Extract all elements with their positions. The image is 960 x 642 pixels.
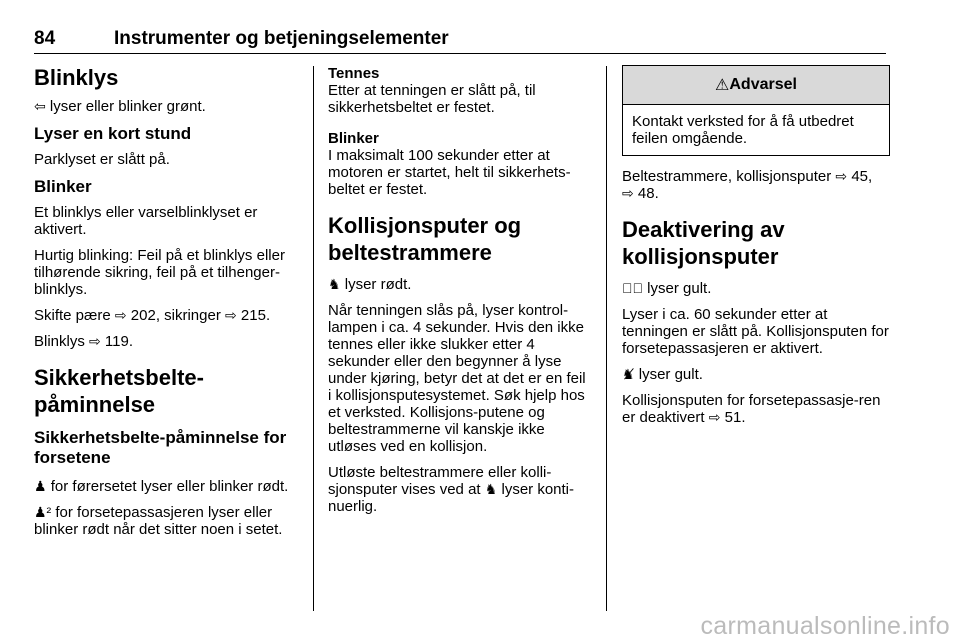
- subheading-forsetene: Sikkerhetsbelte-påminnelse for forsetene: [34, 428, 287, 467]
- blinker-text: I maksimalt 100 sekunder etter at motoren er startet, helt til sikkerhets-beltet er festet.: [328, 147, 571, 198]
- watermark: carmanualsonline.info: [700, 612, 950, 640]
- page-ref-arrow-icon[interactable]: ⇨: [225, 307, 237, 323]
- airbag-off-description: Lyser i ca. 60 sekunder etter at tenningen er slått på. Kollisjonsputen for forsetepassasjeren er aktivert.: [622, 306, 889, 357]
- passasjer-belte-text: ♟² for forsetepassasjeren lyser eller blinker rødt når det sitter noen i setet.: [34, 504, 283, 538]
- airbag-triggered-text: Utløste beltestrammere eller kolli-sjonsputer vises ved at ♞ lyser konti-nuerlig.: [328, 464, 574, 515]
- airbag-icon: ♞: [328, 276, 341, 292]
- column-right: [622, 65, 890, 435]
- airbag-off-icon: ♞⃠: [622, 280, 643, 296]
- airbag-icon: ♞: [484, 481, 498, 497]
- subheading-kort-stund: Lyser en kort stund: [34, 124, 192, 143]
- page-ref-arrow-icon[interactable]: ⇨: [114, 307, 127, 323]
- subheading-tennes: Tennes: [328, 65, 380, 82]
- blinklys-ref-text: Blinklys ⇨ 119.: [34, 333, 134, 350]
- airbag-description: Når tenningen slås på, lyser kontrol-lampen i ca. 4 sekunder. Hvis den ikke tennes eller ikke slukker etter 4 sekunder eller den begynner å lyse under kjøring, betyr det at det er en feil i kollisjonsputesystemet. Søk hjelp hos et verksted. Kollisjons-putene og beltestrammerne vil kanskje ikke utløses ved en kollisjon.: [328, 302, 586, 455]
- skifte-paere-text: Skifte pære ⇨ 202, sikringer ⇨ 215.: [34, 307, 271, 324]
- page-ref-link[interactable]: 45: [851, 168, 869, 185]
- belte-ref-text: Beltestrammere, kollisjonsputer ⇨ 45, ⇨ 48.: [622, 168, 873, 202]
- warning-icon: ⚠: [715, 77, 730, 94]
- warning-header: [623, 66, 889, 105]
- page-ref-arrow-icon[interactable]: ⇨: [835, 168, 848, 184]
- page-ref-link[interactable]: 51: [724, 409, 742, 426]
- page-ref-link[interactable]: 202: [130, 307, 156, 324]
- seatbelt-passenger-icon: ♟²: [34, 504, 52, 520]
- seatbelt-driver-icon: ♟: [34, 478, 47, 494]
- section-title-deaktivering: Deaktivering av kollisjonsputer: [622, 217, 785, 269]
- airbag-deactivated-icon: ♞̸: [622, 366, 635, 382]
- blinker-text-2: Hurtig blinking: Feil på et blinklys eller tilhørende sikring, feil på et tilhenger-blinklys.: [34, 247, 285, 298]
- turn-signal-icon: ⇦: [34, 98, 46, 114]
- page-ref-arrow-icon[interactable]: ⇨: [622, 185, 634, 201]
- airbag-deactivated-lamp-text: ♞̸ lyser gult.: [622, 366, 703, 383]
- section-title-blinklys: Blinklys: [34, 65, 119, 90]
- page-number: 84: [34, 28, 56, 49]
- airbag-off-lamp-text: ♞⃠ lyser gult.: [622, 280, 712, 297]
- page-ref-link[interactable]: 48: [637, 185, 655, 202]
- page-ref-link[interactable]: 215: [240, 307, 266, 324]
- warning-text: Kontakt verksted for å få utbedret feilen omgående.: [632, 113, 854, 147]
- page-title: Instrumenter og betjeningselementer: [114, 28, 449, 49]
- kort-stund-text: Parklyset er slått på.: [34, 151, 170, 168]
- blinker-text-1: Et blinklys eller varselblinklyset er aktivert.: [34, 204, 258, 238]
- airbag-deactivated-description: Kollisjonsputen for forsetepassasje-ren er deaktivert ⇨ 51.: [622, 392, 881, 426]
- warning-box: [622, 65, 890, 156]
- page-ref-link[interactable]: 119: [104, 333, 129, 350]
- tennes-text: Etter at tenningen er slått på, til sikkerhetsbeltet er festet.: [328, 82, 536, 116]
- column-middle: [328, 65, 592, 524]
- column-divider: [606, 66, 607, 611]
- section-title-kollisjonsputer: Kollisjonsputer og beltestrammere: [328, 213, 522, 265]
- blinklys-description: ⇦ lyser eller blinker grønt.: [34, 98, 206, 115]
- subheading-blinker: Blinker: [328, 130, 379, 147]
- subheading-blinker: Blinker: [34, 177, 92, 196]
- warning-title: Advarsel: [729, 76, 797, 93]
- page-ref-arrow-icon[interactable]: ⇨: [89, 333, 101, 349]
- page-header: [34, 29, 886, 54]
- column-divider: [313, 66, 314, 611]
- column-left: [34, 65, 302, 547]
- page-ref-arrow-icon[interactable]: ⇨: [708, 409, 721, 425]
- section-title-sikkerhetsbelte: Sikkerhetsbelte-påminnelse: [34, 365, 204, 417]
- forer-belte-text: ♟ for førersetet lyser eller blinker rødt.: [34, 478, 289, 495]
- airbag-lamp-text: ♞ lyser rødt.: [328, 276, 412, 293]
